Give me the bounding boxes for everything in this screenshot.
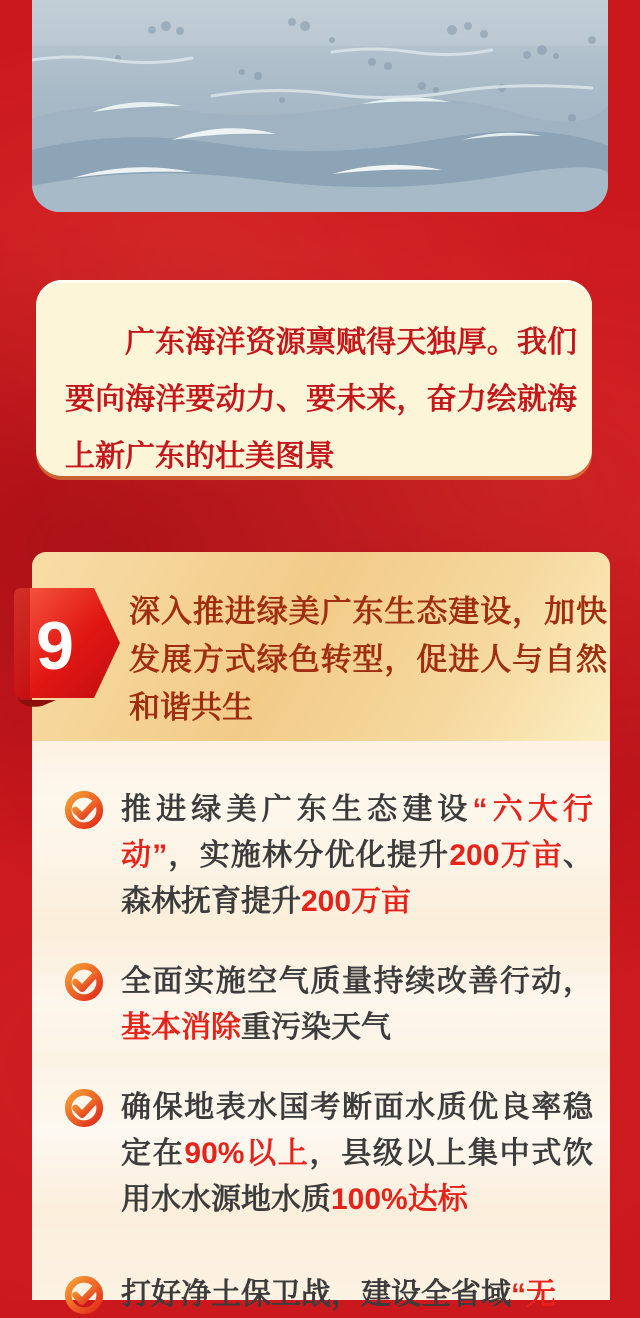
check-icon (63, 789, 105, 831)
list-item-text: 推进绿美广东生态建设“六大行动”，实施林分优化提升200万亩、森林抚育提升200万亩 (121, 793, 594, 918)
section-9 (32, 552, 610, 1311)
quote-text: 广东海洋资源禀赋得天独厚。我们要向海洋要动力、要未来，奋力绘就海上新广东的壮美图景 (65, 326, 577, 473)
list-item-text: 打好净土保卫战，建设全省域“无 (121, 1278, 556, 1311)
ocean-illustration (32, 0, 608, 212)
list-item (32, 787, 610, 925)
section-title: 深入推进绿美广东生态建设，加快发展方式绿色转型，促进人与自然和谐共生 (129, 594, 607, 725)
check-icon (63, 1087, 105, 1129)
list-item (32, 1272, 610, 1318)
flag-tail-icon (462, 0, 608, 212)
check-icon (63, 1274, 105, 1316)
section-content (32, 741, 610, 1311)
section-number: 9 (36, 608, 74, 684)
section-number-badge (10, 586, 122, 712)
section-header (32, 552, 610, 741)
check-icon (63, 961, 105, 1003)
quote-box (36, 280, 592, 476)
list-item (32, 959, 610, 1051)
list-item (32, 1085, 610, 1223)
list-item-text: 确保地表水国考断面水质优良率稳定在90%以上，县级以上集中式饮用水水源地水质100%达标 (121, 1091, 594, 1216)
list-item-text: 全面实施空气质量持续改善行动，基本消除重污染天气 (121, 965, 593, 1044)
